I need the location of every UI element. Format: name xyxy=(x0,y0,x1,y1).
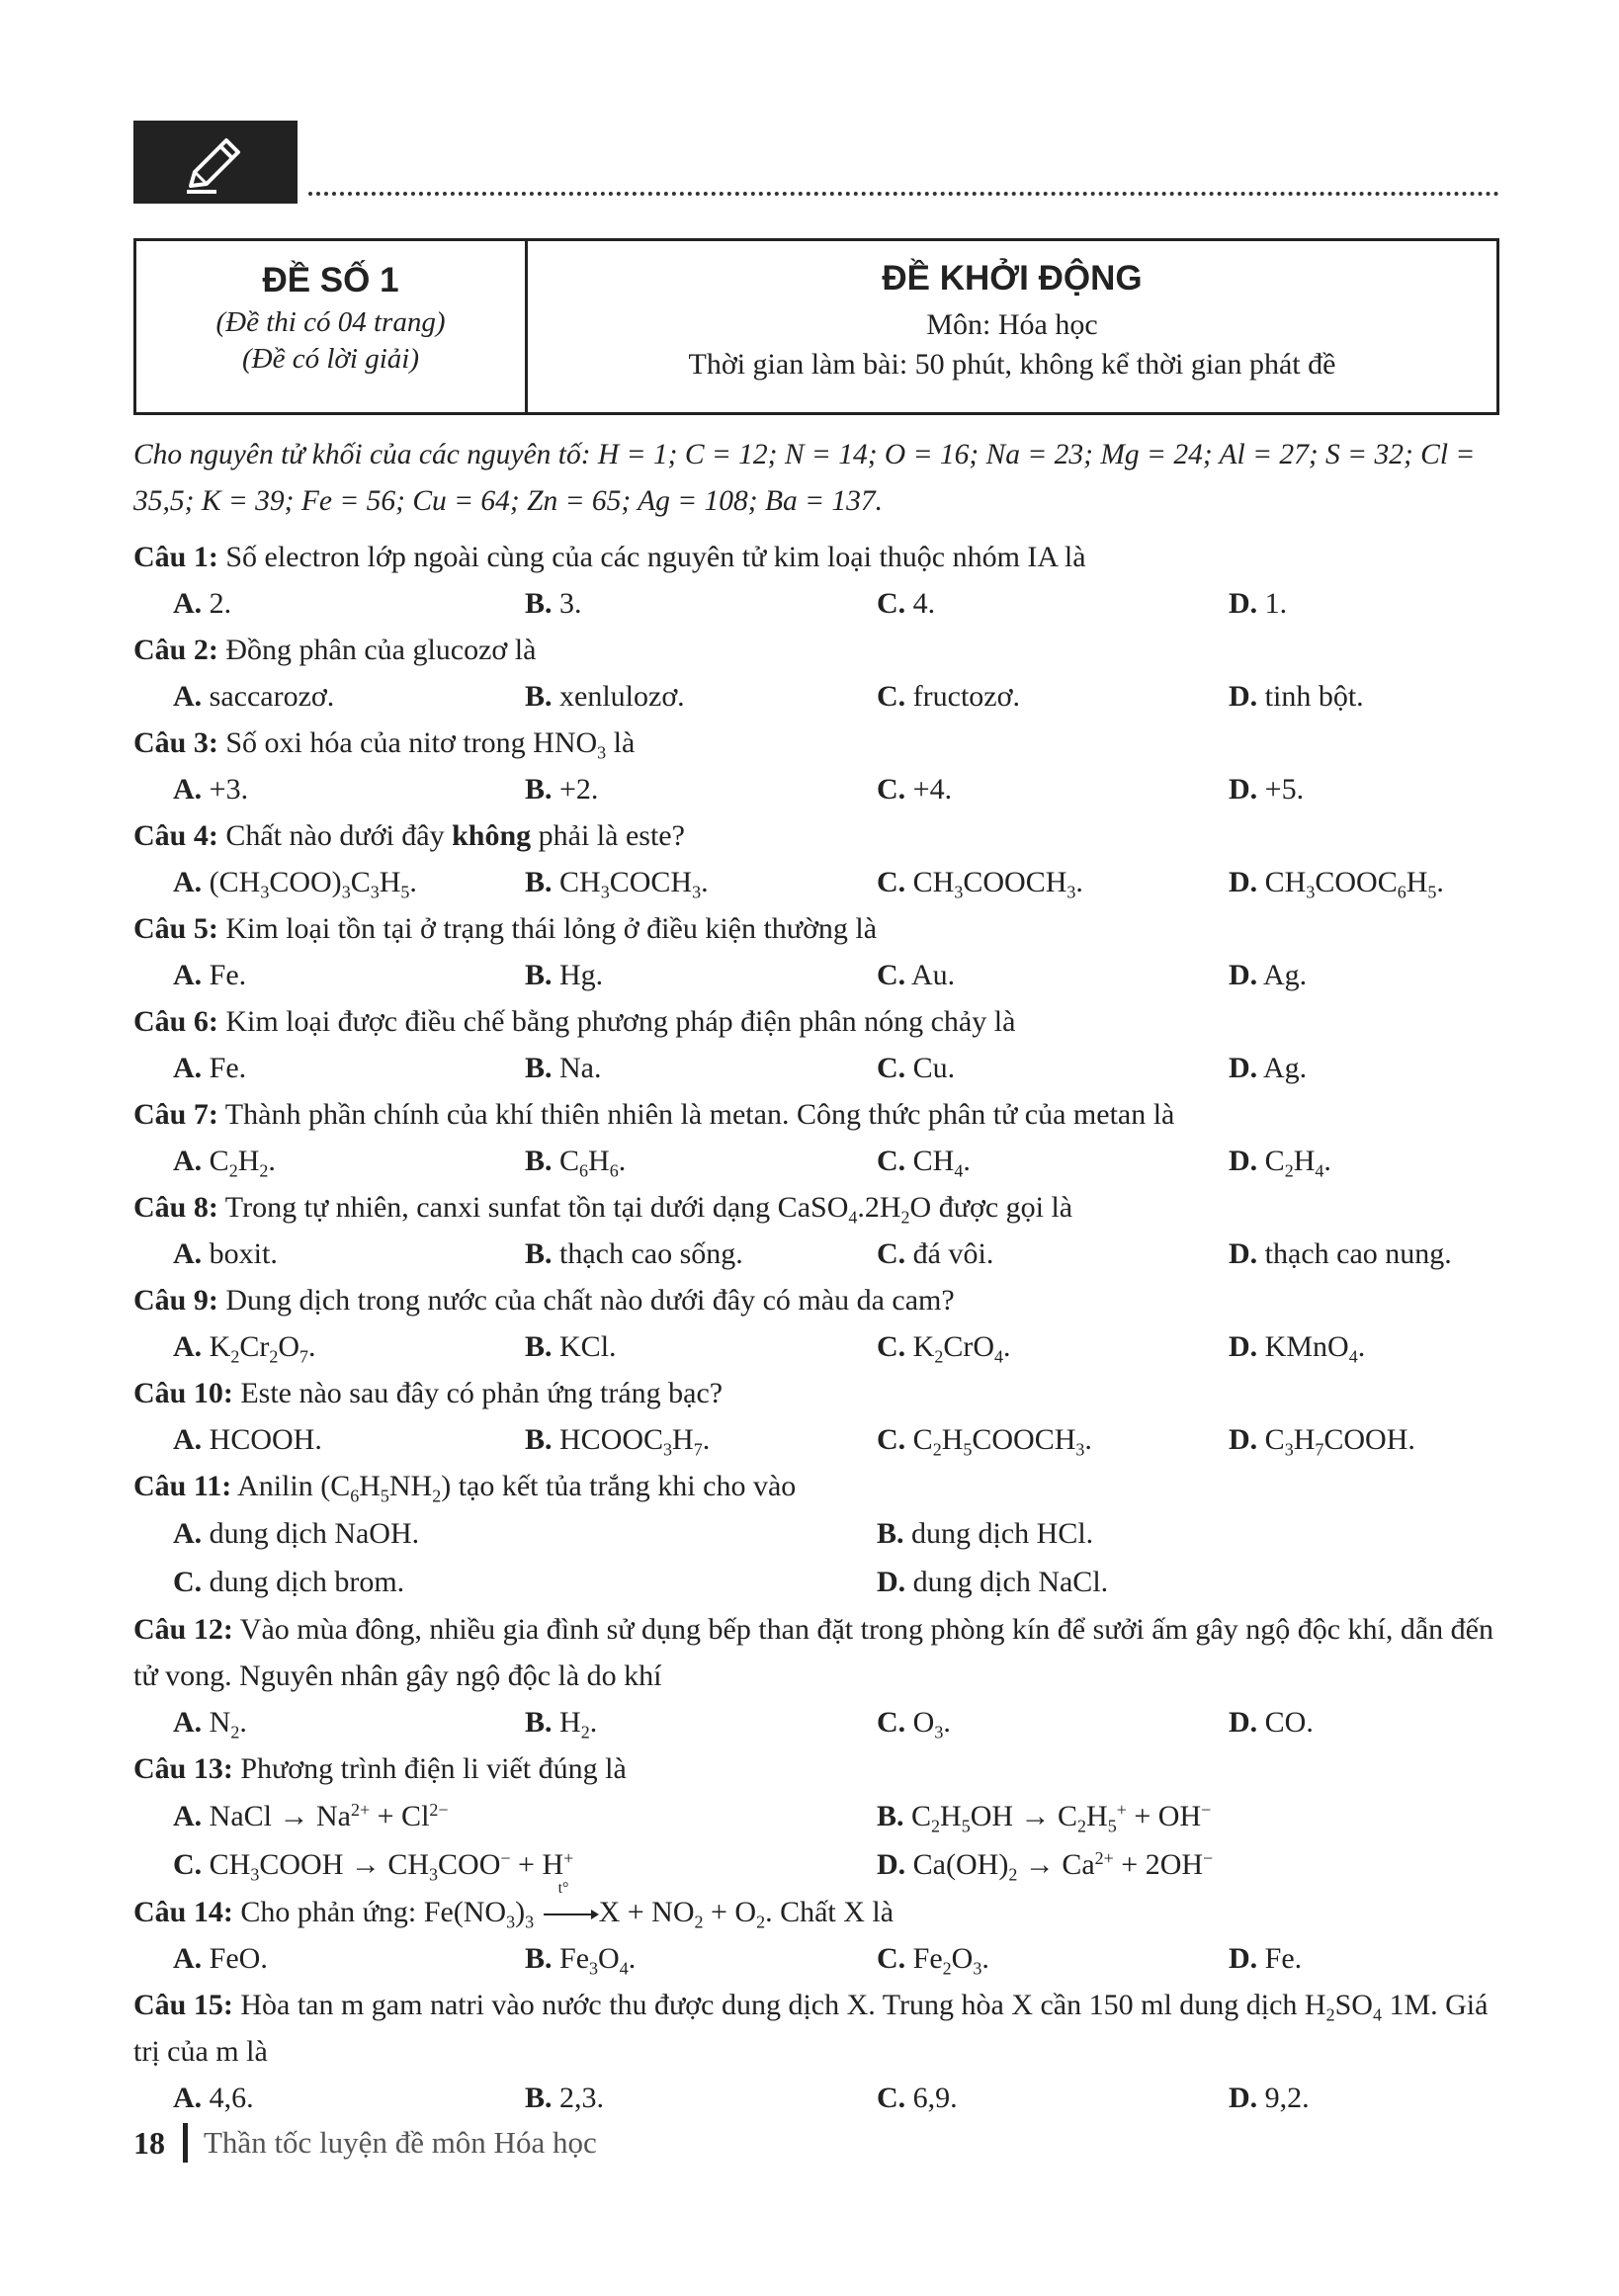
options-row xyxy=(133,1231,1497,1277)
question-label: Câu 2: xyxy=(133,634,218,666)
option-letter: A. xyxy=(173,1237,203,1270)
question-label: Câu 3: xyxy=(133,726,218,759)
option-b xyxy=(525,952,877,998)
question-label: Câu 9: xyxy=(133,1284,218,1317)
option-letter: C. xyxy=(877,1330,906,1363)
exam-number: ĐỀ SỐ 1 xyxy=(262,261,399,299)
option-b xyxy=(525,580,877,627)
question-13 xyxy=(133,1745,1497,1792)
option-c xyxy=(877,1416,1229,1463)
option-text: $N_2$. xyxy=(202,1706,247,1743)
question-text: Anilin $(C_6H_5NH_2)$ tạo kết tủa trắng khi cho vào xyxy=(231,1470,797,1506)
option-letter: C. xyxy=(877,1423,906,1456)
question-text: Số electron lớp ngoài cùng của các nguyên tử kim loại thuộc nhóm IA là xyxy=(217,541,1086,573)
option-letter: B. xyxy=(877,1800,904,1832)
options-row xyxy=(133,2075,1497,2121)
option-d xyxy=(1229,1699,1497,1745)
option-text: $K_2Cr_2O_7$. xyxy=(202,1330,316,1367)
question-label: Câu 11: xyxy=(133,1470,232,1502)
option-d xyxy=(877,1558,1497,1606)
option-text: +2. xyxy=(552,773,599,806)
atomic-mass-note: Cho nguyên tử khối của các nguyên tố: H = 1; C = 12; N = 14; O = 16; Na = 23; Mg = 24; Al = 27; S = 32; Cl = 35,5; K = 39; Fe = 56; Cu = 64; Zn = 65; Ag = 108; Ba = 137. xyxy=(133,439,1476,517)
option-letter: A. xyxy=(173,1052,203,1084)
option-d xyxy=(1229,952,1497,998)
option-a xyxy=(173,1231,525,1277)
options-row xyxy=(133,1045,1497,1091)
option-a xyxy=(173,1045,525,1091)
options-row xyxy=(133,1935,1497,1982)
question-label: Câu 15: xyxy=(133,1989,233,2021)
exam-title: ĐỀ KHỞI ĐỘNG xyxy=(882,259,1143,298)
option-letter: D. xyxy=(1229,1942,1258,1975)
option-letter: A. xyxy=(173,1145,203,1177)
option-letter: C. xyxy=(877,1145,906,1177)
option-letter: B. xyxy=(525,959,553,991)
question-10 xyxy=(133,1370,1497,1416)
option-text: NaCl → $Na^{2+} + Cl^{2-}$ xyxy=(202,1800,449,1832)
option-d xyxy=(1229,1416,1497,1463)
option-text: $C_6H_6$. xyxy=(552,1145,627,1181)
option-b xyxy=(525,1138,877,1184)
question-text: Dung dịch trong nước của chất nào dưới đây có màu da cam? xyxy=(217,1284,955,1317)
question-label: Câu 10: xyxy=(133,1377,233,1409)
option-b xyxy=(525,2075,877,2121)
question-text: Vào mùa đông, nhiều gia đình sử dụng bếp than đặt trong phòng kín để sưởi ấm gây ngộ độc khí, dẫn đến tử vong. Nguyên nhân gây ngộ độc là do khí xyxy=(133,1613,1493,1692)
option-c xyxy=(877,1935,1229,1982)
option-letter: D. xyxy=(1229,1145,1258,1177)
pencil-icon xyxy=(181,128,250,198)
question-text: Phương trình điện li viết đúng là xyxy=(232,1752,627,1785)
option-b xyxy=(877,1792,1497,1840)
option-a xyxy=(173,673,525,720)
option-letter: C. xyxy=(877,1237,906,1270)
question-text: Kim loại tồn tại ở trạng thái lỏng ở điều kiện thường là xyxy=(217,912,878,945)
question-11 xyxy=(133,1463,1497,1509)
option-a xyxy=(173,766,525,812)
question-text: Este nào sau đây có phản ứng tráng bạc? xyxy=(232,1377,724,1409)
question-text: Chất nào dưới đây không phải là este? xyxy=(217,819,685,852)
option-letter: C. xyxy=(877,1706,906,1739)
option-text: 6,9. xyxy=(905,2082,958,2114)
option-b xyxy=(877,1509,1497,1558)
header-left xyxy=(136,241,528,412)
option-text: $Fe_2O_3$. xyxy=(905,1942,989,1979)
option-text: $O_3$. xyxy=(905,1706,951,1743)
question-text: Trong tự nhiên, canxi sunfat tồn tại dưới dạng $CaSO_4.2H_2O$ được gọi là xyxy=(217,1191,1073,1228)
option-letter: C. xyxy=(877,680,906,713)
question-text: Cho phản ứng: $Fe(NO_3)_3$ t° $X + NO_2 + O_2$. Chất X là xyxy=(232,1880,895,1932)
option-text: $CH_3COOC_6H_5$. xyxy=(1257,866,1444,902)
option-d xyxy=(1229,1138,1497,1184)
question-label: Câu 5: xyxy=(133,912,218,945)
question-8 xyxy=(133,1184,1497,1231)
option-d xyxy=(1229,580,1497,627)
option-b xyxy=(525,859,877,905)
option-letter: C. xyxy=(877,1942,906,1975)
option-text: $Ca(OH)_2 \to Ca^{2+} + 2OH^-$ xyxy=(905,1848,1214,1885)
question-label: Câu 4: xyxy=(133,819,218,852)
option-text: 3. xyxy=(552,587,582,620)
option-text: $CH_3COCH_3$. xyxy=(552,866,709,902)
option-text: 9,2. xyxy=(1257,2082,1310,2114)
option-text: Fe. xyxy=(202,1052,247,1084)
option-c xyxy=(877,859,1229,905)
option-d xyxy=(1229,1231,1497,1277)
option-letter: B. xyxy=(525,2082,553,2114)
option-letter: D. xyxy=(1229,2082,1258,2114)
option-d xyxy=(1229,766,1497,812)
option-a xyxy=(173,580,525,627)
question-text: Số oxi hóa của nitơ trong $HNO_3$ là xyxy=(217,726,636,763)
option-letter: C. xyxy=(877,866,906,898)
option-text: $C_2H_5COOCH_3$. xyxy=(905,1423,1092,1460)
option-letter: D. xyxy=(1229,866,1258,898)
option-letter: B. xyxy=(525,1330,553,1363)
option-letter: B. xyxy=(525,1052,553,1084)
option-a xyxy=(173,1509,877,1558)
dotted-line xyxy=(308,192,1499,196)
option-letter: C. xyxy=(877,2082,906,2114)
exam-header xyxy=(133,238,1499,415)
option-a xyxy=(173,2075,525,2121)
options-row xyxy=(133,1323,1497,1370)
option-text: $H_2$. xyxy=(552,1706,598,1743)
option-text: boxit. xyxy=(202,1237,278,1270)
option-text: dung dịch NaCl. xyxy=(905,1566,1109,1598)
option-text: CO. xyxy=(1257,1706,1314,1739)
question-4 xyxy=(133,812,1497,859)
option-text: 4. xyxy=(905,587,936,620)
option-text: $CH_3COOCH_3$. xyxy=(905,866,1083,902)
option-letter: A. xyxy=(173,1330,203,1363)
option-b xyxy=(525,673,877,720)
option-text: $C_3H_7COOH$. xyxy=(1257,1423,1415,1460)
option-text: KMnO$_4$. xyxy=(1257,1330,1366,1367)
option-text: $C_2H_5OH \to C_2H_5^+ + OH^-$ xyxy=(903,1800,1212,1836)
option-letter: A. xyxy=(173,773,203,806)
option-c xyxy=(877,1045,1229,1091)
options-row xyxy=(133,952,1497,998)
option-text: dung dịch brom. xyxy=(202,1566,405,1598)
header-right xyxy=(528,241,1496,412)
option-letter: D. xyxy=(1229,1052,1258,1084)
option-text: $HCOOC_3H_7$. xyxy=(552,1423,711,1460)
option-a xyxy=(173,1792,877,1840)
option-text: 2,3. xyxy=(552,2082,605,2114)
option-letter: A. xyxy=(173,2082,203,2114)
option-text: Ag. xyxy=(1257,1052,1308,1084)
option-letter: C. xyxy=(173,1566,203,1598)
option-d xyxy=(1229,673,1497,720)
question-text: Đồng phân của glucozơ là xyxy=(217,634,537,666)
option-letter: A. xyxy=(173,866,203,898)
option-d xyxy=(1229,1323,1497,1370)
option-text: FeO. xyxy=(202,1942,268,1975)
question-3 xyxy=(133,720,1497,766)
option-letter: C. xyxy=(877,773,906,806)
option-text: đá vôi. xyxy=(905,1237,994,1270)
option-b xyxy=(525,1699,877,1745)
options-row xyxy=(133,1699,1497,1745)
option-c xyxy=(877,1138,1229,1184)
option-letter: A. xyxy=(173,587,203,620)
option-letter: C. xyxy=(173,1848,203,1881)
option-text: $K_2CrO_4$. xyxy=(905,1330,1011,1367)
option-letter: B. xyxy=(525,1706,553,1739)
options-row xyxy=(133,859,1497,905)
option-c xyxy=(877,766,1229,812)
option-letter: D. xyxy=(1229,959,1258,991)
option-d xyxy=(1229,1935,1497,1982)
option-letter: C. xyxy=(877,587,906,620)
option-letter: C. xyxy=(877,959,906,991)
option-letter: B. xyxy=(525,587,553,620)
option-text: $CH_4$. xyxy=(905,1145,971,1181)
option-letter: A. xyxy=(173,1706,203,1739)
question-14 xyxy=(133,1880,1497,1935)
option-text: saccarozơ. xyxy=(202,680,335,713)
option-letter: D. xyxy=(1229,1706,1258,1739)
option-text: KCl. xyxy=(552,1330,617,1363)
option-c xyxy=(877,673,1229,720)
option-text: Fe. xyxy=(202,959,247,991)
solution-note: (Đề có lời giải) xyxy=(242,343,419,375)
option-text: +5. xyxy=(1257,773,1305,806)
option-letter: A. xyxy=(173,1800,203,1832)
option-letter: B. xyxy=(525,773,553,806)
option-text: dung dịch NaOH. xyxy=(202,1517,420,1550)
option-text: $CH_3COOH \to CH_3COO^- + H^+$ xyxy=(202,1848,574,1885)
option-d xyxy=(1229,859,1497,905)
options-row xyxy=(133,1792,1497,1840)
question-6 xyxy=(133,998,1497,1045)
option-text: thạch cao sống. xyxy=(552,1237,743,1270)
question-label: Câu 12: xyxy=(133,1613,233,1646)
question-15 xyxy=(133,1982,1497,2075)
page-footer xyxy=(133,2123,597,2163)
option-c xyxy=(173,1558,877,1606)
option-text: xenlulozơ. xyxy=(552,680,685,713)
options-row xyxy=(133,1416,1497,1463)
option-text: 2. xyxy=(202,587,232,620)
option-d xyxy=(1229,2075,1497,2121)
option-text: thạch cao nung. xyxy=(1257,1237,1452,1270)
question-label: Câu 13: xyxy=(133,1752,233,1785)
question-label: Câu 8: xyxy=(133,1191,218,1224)
option-text: $C_2H_4$. xyxy=(1257,1145,1331,1181)
option-text: Au. xyxy=(905,959,956,991)
exam-time: Thời gian làm bài: 50 phút, không kể thời gian phát đề xyxy=(688,348,1336,381)
option-c xyxy=(877,580,1229,627)
options-row xyxy=(133,766,1497,812)
question-label: Câu 7: xyxy=(133,1098,218,1131)
option-letter: B. xyxy=(525,680,553,713)
option-letter: D. xyxy=(877,1848,906,1881)
option-letter: D. xyxy=(1229,1423,1258,1456)
question-5 xyxy=(133,905,1497,952)
option-text: 1. xyxy=(1257,587,1288,620)
option-c xyxy=(877,1231,1229,1277)
option-text: +4. xyxy=(905,773,953,806)
options-row xyxy=(133,580,1497,627)
options-row xyxy=(133,1138,1497,1184)
option-letter: A. xyxy=(173,1423,203,1456)
option-a xyxy=(173,1138,525,1184)
option-text: $C_2H_2$. xyxy=(202,1145,276,1181)
option-a xyxy=(173,1699,525,1745)
option-letter: B. xyxy=(525,1237,553,1270)
option-letter: D. xyxy=(1229,1237,1258,1270)
question-list xyxy=(133,534,1497,2121)
option-b xyxy=(525,1231,877,1277)
options-row xyxy=(133,1558,1497,1606)
pencil-badge xyxy=(133,121,298,204)
option-letter: D. xyxy=(1229,587,1258,620)
book-title: Thần tốc luyện đề môn Hóa học xyxy=(204,2125,597,2160)
options-row xyxy=(133,1840,1497,1889)
question-text: Kim loại được điều chế bằng phương pháp điện phân nóng chảy là xyxy=(217,1005,1016,1038)
options-row xyxy=(133,1509,1497,1558)
question-label: Câu 6: xyxy=(133,1005,218,1038)
option-text: +3. xyxy=(202,773,249,806)
option-text: HCOOH. xyxy=(202,1423,322,1456)
option-a xyxy=(173,859,525,905)
option-text: fructozơ. xyxy=(905,680,1020,713)
option-letter: A. xyxy=(173,1517,203,1550)
option-letter: D. xyxy=(877,1566,906,1598)
option-c xyxy=(877,2075,1229,2121)
question-label: Câu 1: xyxy=(133,541,218,573)
option-b xyxy=(525,1935,877,1982)
question-2 xyxy=(133,627,1497,673)
option-letter: B. xyxy=(525,1145,553,1177)
footer-divider xyxy=(183,2123,188,2163)
option-text: Fe. xyxy=(1257,1942,1303,1975)
option-text: tinh bột. xyxy=(1257,680,1364,713)
option-letter: D. xyxy=(1229,773,1258,806)
option-c xyxy=(877,1323,1229,1370)
option-letter: B. xyxy=(525,866,553,898)
option-letter: B. xyxy=(525,1423,553,1456)
option-text: Cu. xyxy=(905,1052,956,1084)
option-letter: A. xyxy=(173,680,203,713)
option-letter: A. xyxy=(173,959,203,991)
option-text: Ag. xyxy=(1257,959,1308,991)
option-b xyxy=(525,1323,877,1370)
option-a xyxy=(173,952,525,998)
option-text: Na. xyxy=(552,1052,602,1084)
option-text: Hg. xyxy=(552,959,604,991)
question-1 xyxy=(133,534,1497,580)
option-a xyxy=(173,1416,525,1463)
option-c xyxy=(173,1840,877,1889)
question-text: Hòa tan m gam natri vào nước thu được dung dịch X. Trung hòa X cần 150 ml dung dịch $H_2SO_4$ 1M. Giá trị của m là xyxy=(133,1989,1489,2068)
pages-note: (Đề thi có 04 trang) xyxy=(215,306,446,338)
option-c xyxy=(877,952,1229,998)
option-a xyxy=(173,1323,525,1370)
subject: Môn: Hóa học xyxy=(926,308,1098,341)
option-text: 4,6. xyxy=(202,2082,254,2114)
option-letter: D. xyxy=(1229,1330,1258,1363)
option-a xyxy=(173,1935,525,1982)
option-d xyxy=(877,1840,1497,1889)
option-letter: C. xyxy=(877,1052,906,1084)
option-letter: B. xyxy=(525,1942,553,1975)
option-d xyxy=(1229,1045,1497,1091)
option-c xyxy=(877,1699,1229,1745)
option-b xyxy=(525,1416,877,1463)
option-text: dung dịch HCl. xyxy=(903,1517,1094,1550)
question-text: Thành phần chính của khí thiên nhiên là metan. Công thức phân tử của metan là xyxy=(217,1098,1175,1131)
option-letter: A. xyxy=(173,1942,203,1975)
page-number: 18 xyxy=(133,2124,165,2161)
option-text: $(CH_3COO)_3C_3H_5$. xyxy=(202,866,417,902)
question-label: Câu 14: xyxy=(133,1896,233,1928)
question-12 xyxy=(133,1606,1497,1699)
question-9 xyxy=(133,1277,1497,1323)
option-letter: B. xyxy=(877,1517,904,1550)
option-text: $Fe_3O_4$. xyxy=(552,1942,637,1979)
option-letter: D. xyxy=(1229,680,1258,713)
question-7 xyxy=(133,1091,1497,1138)
option-b xyxy=(525,766,877,812)
option-b xyxy=(525,1045,877,1091)
options-row xyxy=(133,673,1497,720)
